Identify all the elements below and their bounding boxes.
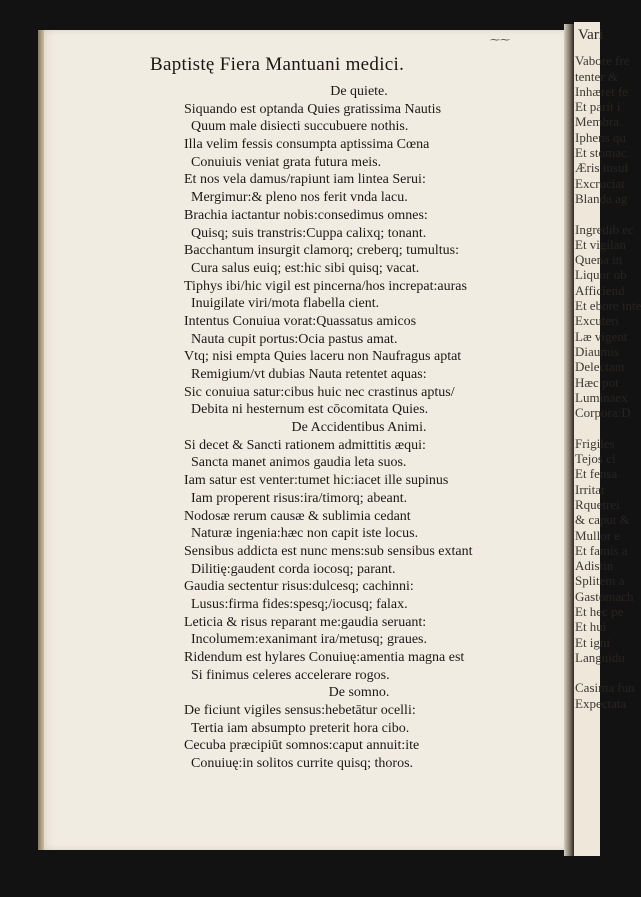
- facing-page-line: Et fensa: [575, 466, 618, 482]
- facing-page-lines: [574, 53, 641, 711]
- verse-line: Remigium/vt dubias Nauta retentet aquas:: [191, 367, 427, 382]
- book-gutter: [564, 24, 574, 856]
- verse-line: Sensibus addicta est nunc mens:sub sensibus extant: [184, 543, 473, 559]
- margin-mark: ⁓⁓: [490, 35, 510, 46]
- facing-page-line: Tejos cl: [575, 451, 616, 467]
- verse-line: Illa velim fessis consumpta aptissima Cœna: [184, 137, 430, 153]
- verse-line: Gaudia sectentur risus:dulcesq; cachinni:: [184, 579, 414, 595]
- facing-page-line: & caput &: [575, 512, 630, 528]
- verse-line: Dilitię:gaudent corda iocosq; parant.: [191, 561, 396, 577]
- facing-page-line: [574, 206, 600, 221]
- verse-line: Brachia iactantur nobis:consedimus omnes:: [184, 207, 428, 223]
- verse-line: Tertia iam absumpto preterit hora cibo.: [191, 720, 410, 736]
- verse-line: Cecuba præcipiūt somnos:caput annuit:ite: [184, 738, 420, 754]
- section-heading: De quiete.: [330, 84, 388, 99]
- facing-page-line: Delectant: [575, 359, 625, 375]
- verse-line: Bacchantum insurgit clamorq; creberq; tumultus:: [184, 243, 460, 259]
- verse-line: De ficiunt vigiles sensus:hebetātur ocelli:: [184, 703, 416, 719]
- facing-page-line: Rquetrei: [575, 496, 620, 512]
- facing-page-line: Languidu: [575, 649, 625, 665]
- facing-page-fragment: [574, 22, 641, 856]
- facing-page-line: Hæc pot: [575, 374, 619, 390]
- verse-line: Leticia & risus reparant me:gaudia seruant:: [184, 614, 427, 630]
- facing-page-line: Excuteri: [575, 313, 620, 329]
- verse-line: Lusus:firma fides:spesq;/iocusq; falax.: [191, 596, 408, 612]
- facing-page-line: Et parit i: [575, 99, 621, 115]
- facing-page-line: tenter &: [575, 68, 618, 84]
- verse-line: Sic conuiua satur:cibus huic nec crastinus aptus/: [184, 384, 455, 400]
- facing-page-line: Ingredib ec: [575, 221, 634, 237]
- facing-page-line: Æris insul: [575, 160, 629, 176]
- verse-line: Sancta manet animos gaudia leta suos.: [191, 455, 407, 471]
- facing-page-line: Casima fun: [575, 680, 635, 696]
- facing-page-line: Adistin: [575, 558, 614, 574]
- facing-page-line: Gastomach: [575, 588, 634, 604]
- facing-page-line: Splitem a: [575, 573, 625, 589]
- verse-line: Iam satur est venter:tumet hic:iacet ille supinus: [184, 473, 449, 489]
- facing-page-line: Læ vigent: [575, 328, 628, 344]
- verse-line: Nodosæ rerum causæ & sublimia cedant: [184, 508, 411, 524]
- verse-line: Vtq; nisi empta Quies laceru non Naufragus aptat: [184, 349, 462, 365]
- facing-page-line: Excruciat: [575, 175, 625, 191]
- verse-line: Nauta cupit portus:Ocia pastus amat.: [191, 331, 398, 347]
- facing-page-line: Et stomac: [575, 145, 627, 161]
- verse-line: Naturæ ingenia:hæc non capit iste locus.: [191, 526, 419, 542]
- facing-page-line: Et hec pe: [575, 603, 624, 619]
- page-header: Baptistę Fiera Mantuani medici.: [150, 54, 405, 75]
- facing-page-line: Quena in: [575, 252, 623, 268]
- facing-page-line: Vabore fre: [575, 53, 630, 69]
- verse-line: Et nos vela damus/rapiunt iam lintea Serui:: [184, 172, 426, 188]
- facing-page-line: Iphens qu: [575, 129, 626, 145]
- facing-page-line: Blanda ag: [575, 190, 628, 206]
- facing-page-line: Diaumis: [575, 343, 620, 359]
- verse-line: Si decet & Sancti rationem admittitis æqui:: [184, 437, 426, 453]
- facing-page-line: Luminaex: [575, 389, 628, 405]
- verse-line: Mergimur:& pleno nos ferit vnda lacu.: [191, 190, 408, 206]
- facing-page-line: Mullor e: [575, 527, 621, 543]
- facing-page-line: Membra: [575, 114, 620, 130]
- verse-line: Si finimus celeres accelerare rogos.: [191, 667, 390, 683]
- verse-line: Intentus Conuiua vorat:Quassatus amicos: [184, 313, 417, 329]
- verse-line: Incolumem:exanimant ira/metusq; graues.: [191, 632, 427, 648]
- facing-page-line: Et igni: [575, 634, 611, 650]
- facing-page-line: Corpora:D: [575, 405, 631, 421]
- verse-line: Quum male disiecti succubuere nothis.: [191, 119, 409, 135]
- verse-line: Quisq; suis transtris:Cuppa calixq; tonant.: [191, 225, 427, 241]
- page-edge: [38, 30, 44, 850]
- verse-line: Tiphys ibi/hic vigil est pincerna/hos increpat:auras: [184, 278, 467, 294]
- poem-body: [184, 83, 534, 773]
- facing-page-line: Et hui: [575, 619, 607, 635]
- facing-page-line: Liquor ob: [575, 267, 627, 283]
- facing-page-line: Inhæret fe: [575, 83, 629, 99]
- facing-page-line: [574, 665, 600, 680]
- facing-page-line: Frigiles: [575, 435, 615, 451]
- facing-page-line: Expectata: [575, 695, 627, 711]
- verse-line: Siquando est optanda Quies gratissima Nautis: [184, 101, 442, 117]
- verse-line: Ridendum est hylares Conuiuę:amentia magna est: [184, 650, 465, 665]
- verse-line: Iam properent risus:ira/timorq; abeant.: [191, 490, 408, 506]
- facing-page-line: [574, 420, 600, 435]
- verse-line: Cura salus euiq; est:hic sibi quisq; vacat.: [191, 260, 420, 276]
- verse-line: Debita ni hesternum est cōcomitata Quies.: [191, 402, 429, 418]
- facing-page-line: Irritat: [575, 481, 605, 497]
- verse-line: Conuiuę:in solitos currite quisq; thoros.: [191, 756, 414, 772]
- section-heading: De somno.: [328, 685, 390, 701]
- facing-page-line: Afficiend: [575, 282, 625, 298]
- facing-page-line: Et ebore inte: [575, 298, 641, 314]
- verse-line: Inuigilate viri/mota flabella cient.: [191, 296, 380, 312]
- facing-page-line: Et famis a: [575, 542, 628, 558]
- section-heading: De Accidentibus Animi.: [291, 420, 427, 436]
- verse-line: Conuiuis veniat grata futura meis.: [191, 154, 382, 170]
- facing-page-header: Vari: [578, 27, 603, 43]
- facing-page-line: Et vigilan: [575, 236, 626, 252]
